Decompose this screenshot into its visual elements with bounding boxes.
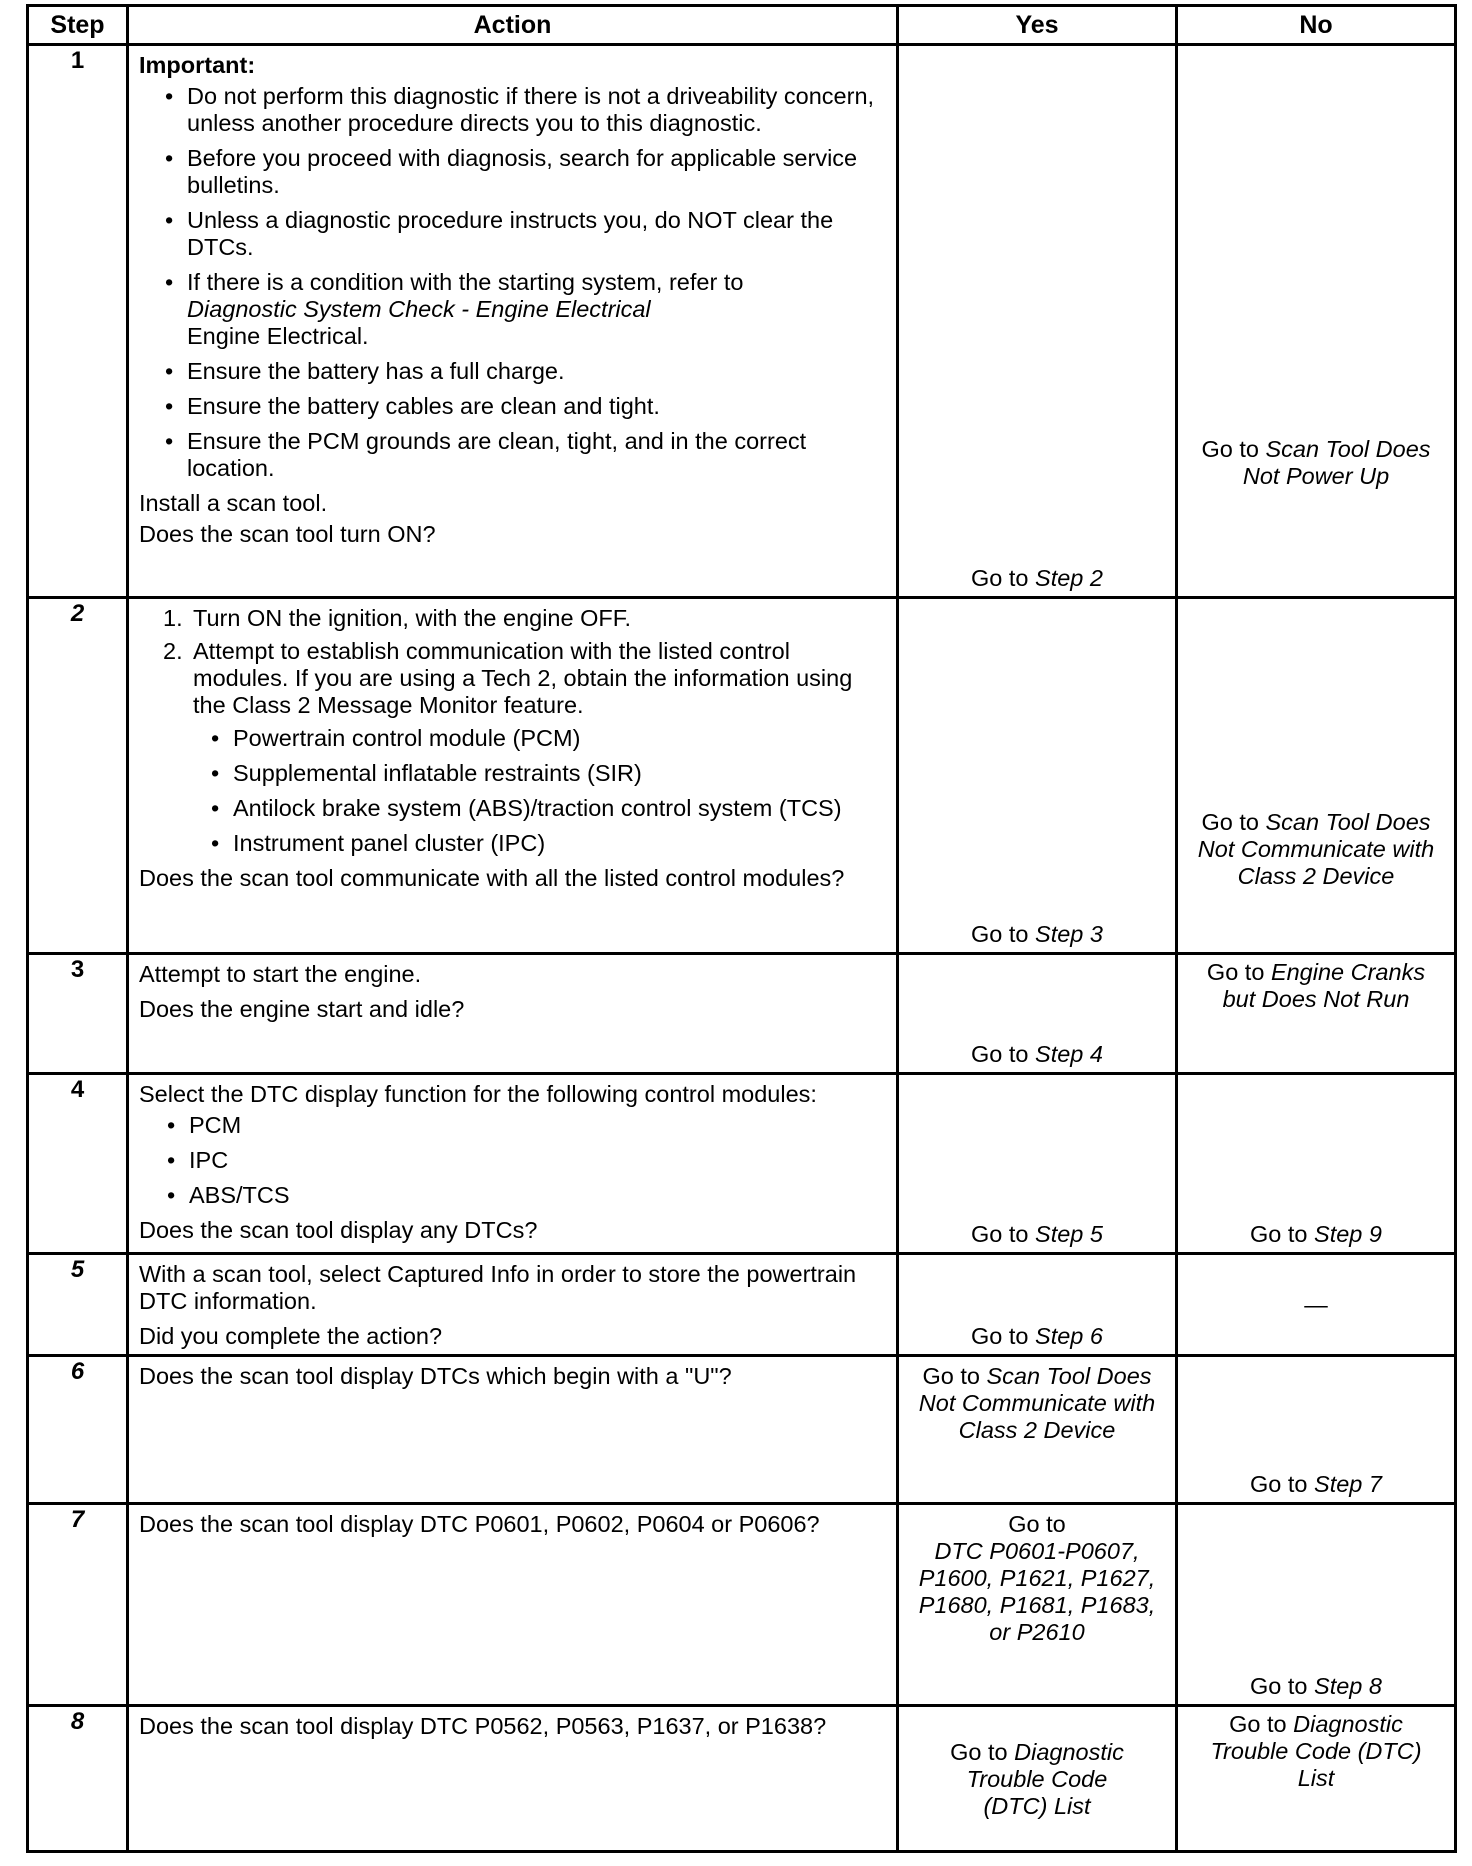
action-cell xyxy=(128,954,898,1074)
list-item: • Instrument panel cluster (IPC) xyxy=(233,830,886,857)
no-link[interactable]: Step 8 xyxy=(1314,1673,1382,1699)
list-item xyxy=(163,638,886,719)
yes-cell xyxy=(898,598,1177,954)
no-cell xyxy=(1177,1074,1456,1254)
list-item xyxy=(187,269,886,350)
list-item: • Ensure the battery has a full charge. xyxy=(187,358,886,385)
no-dash: — xyxy=(1304,1291,1328,1317)
yes-cell xyxy=(898,1504,1177,1706)
table-row-step-1 xyxy=(28,45,1456,598)
step-number: 8 xyxy=(28,1706,128,1852)
list-item: • IPC xyxy=(189,1147,886,1174)
ref-text: If there is a condition with the starting system, refer to xyxy=(187,269,744,295)
question-text: Did you complete the action? xyxy=(139,1323,443,1349)
header-action: Action xyxy=(128,6,898,45)
goto-text: Go to xyxy=(922,1363,980,1389)
yes-link[interactable]: Step 5 xyxy=(1035,1221,1103,1247)
no-cell xyxy=(1177,1356,1456,1504)
step-number: 2 xyxy=(28,598,128,954)
question-text: Does the scan tool communicate with all the listed control modules? xyxy=(139,865,845,891)
header-row xyxy=(28,6,1456,45)
module-list xyxy=(139,725,886,857)
no-cell xyxy=(1177,1254,1456,1356)
list-item xyxy=(163,605,886,632)
action-cell xyxy=(128,45,898,598)
yes-link[interactable]: Step 2 xyxy=(1035,565,1103,591)
question-text: Does the scan tool display DTCs which begin with a "U"? xyxy=(139,1363,732,1389)
module-list xyxy=(139,1112,886,1209)
no-link[interactable]: Step 9 xyxy=(1314,1221,1382,1247)
goto-text: Go to xyxy=(950,1739,1008,1765)
action-cell xyxy=(128,598,898,954)
list-item: • Supplemental inflatable restraints (SIR) xyxy=(233,760,886,787)
list-item: • Do not perform this diagnostic if there is not a driveability concern, unless another procedure directs you to this diagnostic. xyxy=(187,83,886,137)
action-cell xyxy=(128,1074,898,1254)
goto-text: Go to xyxy=(971,1041,1029,1067)
list-item: • Antilock brake system (ABS)/traction control system (TCS) xyxy=(233,795,886,822)
yes-cell xyxy=(898,1074,1177,1254)
no-cell xyxy=(1177,598,1456,954)
yes-link[interactable]: Scan Tool Does Not Communicate with Class 2 Device xyxy=(918,1363,1156,1443)
question-text: Does the scan tool display DTC P0601, P0602, P0604 or P0606? xyxy=(139,1511,820,1537)
yes-link[interactable]: Step 3 xyxy=(1035,921,1103,947)
no-cell xyxy=(1177,1504,1456,1706)
action-cell xyxy=(128,1504,898,1706)
goto-text: Go to xyxy=(971,1323,1029,1349)
action-text: With a scan tool, select Captured Info in order to store the powertrain DTC information. xyxy=(139,1261,857,1314)
question-text: Does the scan tool display any DTCs? xyxy=(139,1217,538,1243)
step-number: 1 xyxy=(28,45,128,598)
item-text: Turn ON the ignition, with the engine OFF. xyxy=(193,605,632,631)
question-text: Does the scan tool turn ON? xyxy=(139,521,436,547)
yes-cell xyxy=(898,1254,1177,1356)
goto-text: Go to xyxy=(1250,1221,1308,1247)
action-text: Attempt to start the engine. xyxy=(139,961,422,987)
goto-text: Go to xyxy=(1201,436,1259,462)
step-number: 5 xyxy=(28,1254,128,1356)
goto-text: Go to xyxy=(1250,1471,1308,1497)
goto-text: Go to xyxy=(1008,1511,1066,1537)
action-cell xyxy=(128,1254,898,1356)
no-link[interactable]: Diagnostic Trouble Code (DTC) List xyxy=(1210,1711,1422,1791)
question-text: Does the engine start and idle? xyxy=(139,996,465,1022)
goto-text: Go to xyxy=(971,565,1029,591)
goto-text: Go to xyxy=(1201,809,1259,835)
no-cell xyxy=(1177,954,1456,1074)
list-item: • PCM xyxy=(189,1112,886,1139)
yes-link[interactable]: Diagnostic Trouble Code (DTC) List xyxy=(966,1739,1124,1819)
question-text: Does the scan tool display DTC P0562, P0563, P1637, or P1638? xyxy=(139,1713,827,1739)
yes-link[interactable]: DTC P0601-P0607, P1600, P1621, P1627, P1680, P1681, P1683, or P2610 xyxy=(918,1538,1156,1645)
goto-text: Go to xyxy=(1229,1711,1287,1737)
yes-cell xyxy=(898,1356,1177,1504)
no-link[interactable]: Engine Cranks but Does Not Run xyxy=(1222,959,1426,1012)
goto-text: Go to xyxy=(1250,1673,1308,1699)
numbered-list xyxy=(139,605,886,719)
goto-text: Go to xyxy=(1206,959,1265,985)
table-row-step-4 xyxy=(28,1074,1456,1254)
important-label: Important: xyxy=(139,52,256,78)
list-item: • Ensure the battery cables are clean and tight. xyxy=(187,393,886,420)
action-cell xyxy=(128,1706,898,1852)
no-cell xyxy=(1177,1706,1456,1852)
header-yes: Yes xyxy=(898,6,1177,45)
action-text: Select the DTC display function for the following control modules: xyxy=(139,1081,817,1107)
yes-cell xyxy=(898,45,1177,598)
step-number: 3 xyxy=(28,954,128,1074)
list-item: • ABS/TCS xyxy=(189,1182,886,1209)
step-number: 4 xyxy=(28,1074,128,1254)
list-item: • Powertrain control module (PCM) xyxy=(233,725,886,752)
no-cell xyxy=(1177,45,1456,598)
table-row-step-6 xyxy=(28,1356,1456,1504)
item-number: 2. xyxy=(163,638,183,664)
yes-link[interactable]: Step 6 xyxy=(1035,1323,1103,1349)
table-row-step-2 xyxy=(28,598,1456,954)
diagnostic-table xyxy=(26,4,1457,1853)
yes-cell xyxy=(898,954,1177,1074)
item-number: 1. xyxy=(163,605,183,631)
item-text: Attempt to establish communication with the listed control modules. If you are using a Tech 2, obtain the information using the Class 2 Message Monitor feature. xyxy=(193,638,853,718)
goto-text: Go to xyxy=(971,1221,1029,1247)
list-item: • Ensure the PCM grounds are clean, tight, and in the correct location. xyxy=(187,428,886,482)
list-item: • Before you proceed with diagnosis, search for applicable service bulletins. xyxy=(187,145,886,199)
no-link[interactable]: Scan Tool Does Not Communicate with Class 2 Device xyxy=(1197,809,1435,889)
no-link[interactable]: Step 7 xyxy=(1314,1471,1382,1497)
step-number: 6 xyxy=(28,1356,128,1504)
table-row-step-7 xyxy=(28,1504,1456,1706)
table-row-step-3 xyxy=(28,954,1456,1074)
ref-link[interactable]: Diagnostic System Check - Engine Electrical xyxy=(187,296,651,322)
header-no: No xyxy=(1177,6,1456,45)
ref-text: Engine Electrical. xyxy=(187,323,369,349)
yes-link[interactable]: Step 4 xyxy=(1035,1041,1103,1067)
table-row-step-5 xyxy=(28,1254,1456,1356)
action-text: Install a scan tool. xyxy=(139,490,328,516)
goto-text: Go to xyxy=(971,921,1029,947)
no-link[interactable]: Scan Tool Does Not Power Up xyxy=(1242,436,1431,489)
action-cell xyxy=(128,1356,898,1504)
list-item: • Unless a diagnostic procedure instructs you, do NOT clear the DTCs. xyxy=(187,207,886,261)
header-step: Step xyxy=(28,6,128,45)
step-number: 7 xyxy=(28,1504,128,1706)
yes-cell xyxy=(898,1706,1177,1852)
important-list xyxy=(139,83,886,482)
table-row-step-8 xyxy=(28,1706,1456,1852)
